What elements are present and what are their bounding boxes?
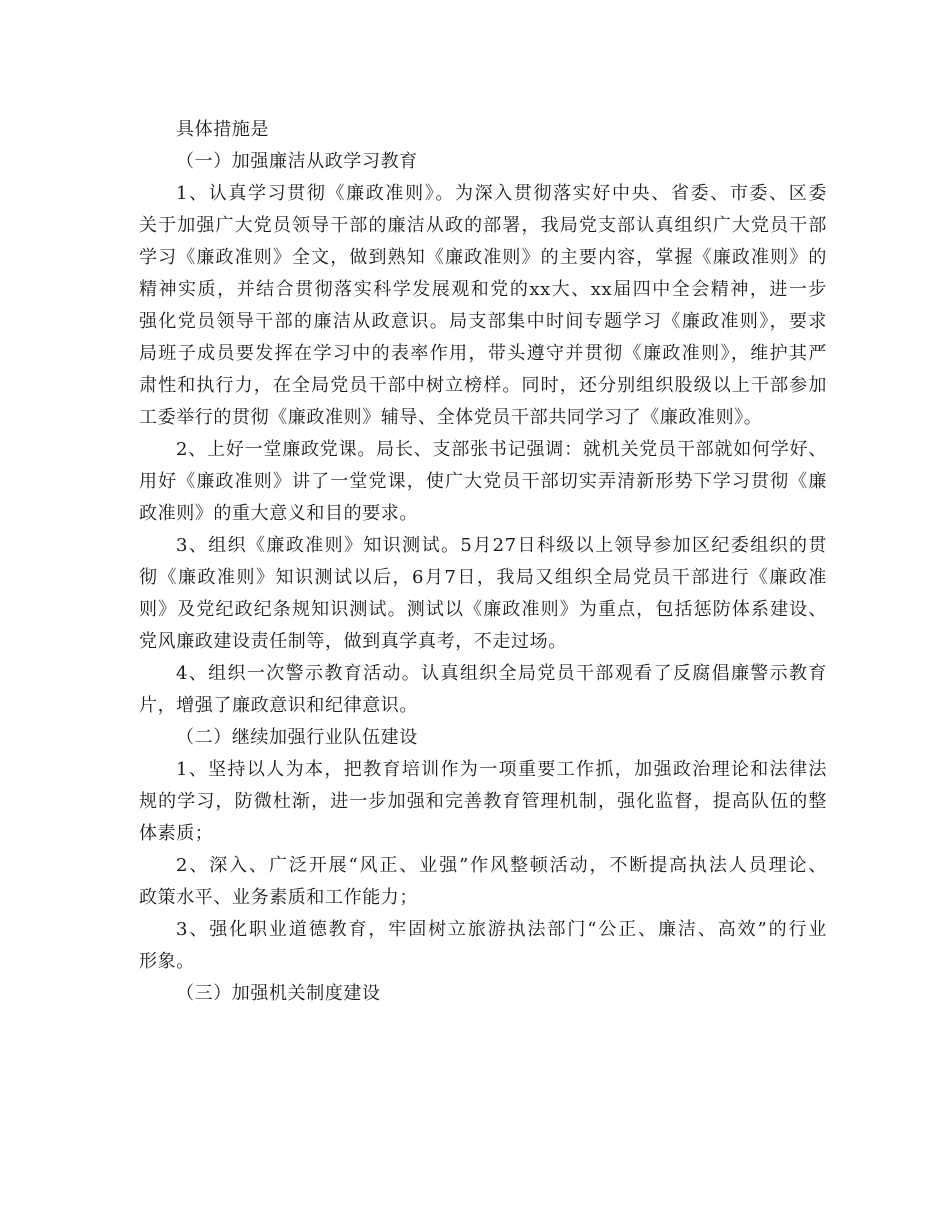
paragraph-line: 强化党员领导干部的廉洁从政意识。局支部集中时间专题学习《廉政准则》，要求 [139,311,827,332]
paragraph-line: 政策水平、业务素质和工作能力； [139,887,418,908]
paragraph-line: 1、坚持以人为本，把教育培训作为一项重要工作抓，加强政治理论和法律法 [176,759,827,780]
paragraph-line: 形象。 [139,951,195,972]
paragraph-line: 学习《廉政准则》全文，做到熟知《廉政准则》的主要内容，掌握《廉政准则》的 [139,247,827,268]
paragraph-line: 4、组织一次警示教育活动。认真组织全局党员干部观看了反腐倡廉警示教育 [176,663,827,684]
paragraph-line: 体素质； [139,823,214,844]
paragraph-line: 3、组织《廉政准则》知识测试。5月27日科级以上领导参加区纪委组织的贯 [176,535,827,556]
paragraph-line: 肃性和执行力，在全局党员干部中树立榜样。同时，还分别组织股级以上干部参加 [139,375,827,396]
section-heading-3: （三）加强机关制度建设 [176,983,381,1004]
paragraph-line: 用好《廉政准则》讲了一堂党课，使广大党员干部切实弄清新形势下学习贯彻《廉 [139,471,827,492]
paragraph-line: 则》及党纪政纪条规知识测试。测试以《廉政准则》为重点，包括惩防体系建设、 [139,599,827,620]
paragraph-line: 精神实质，并结合贯彻落实科学发展观和党的xx大、xx届四中全会精神，进一步 [139,279,827,300]
paragraph-line: 党风廉政建设责任制等，做到真学真考，不走过场。 [139,631,567,652]
paragraph-line: 规的学习，防微杜渐，进一步加强和完善教育管理机制，强化监督，提高队伍的整 [139,791,827,812]
intro-line: 具体措施是 [176,119,269,140]
paragraph-line: 2、深入、广泛开展“风正、业强”作风整顿活动，不断提高执法人员理论、 [176,855,827,876]
paragraph-line: 3、强化职业道德教育，牢固树立旅游执法部门“公正、廉洁、高效”的行业 [176,919,827,940]
document-body [139,114,827,1010]
paragraph-line: 工委举行的贯彻《廉政准则》辅导、全体党员干部共同学习了《廉政准则》。 [139,407,763,428]
paragraph-line: 政准则》的重大意义和目的要求。 [139,503,418,524]
paragraph-line: 局班子成员要发挥在学习中的表率作用，带头遵守并贯彻《廉政准则》，维护其严 [139,343,827,364]
section-heading-2: （二）继续加强行业队伍建设 [176,727,418,748]
paragraph-line: 1、认真学习贯彻《廉政准则》。为深入贯彻落实好中央、省委、市委、区委 [176,183,827,204]
paragraph-line: 关于加强广大党员领导干部的廉洁从政的部署，我局党支部认真组织广大党员干部 [139,215,827,236]
paragraph-line: 片，增强了廉政意识和纪律意识。 [139,695,418,716]
paragraph-line: 2、上好一堂廉政党课。局长、支部张书记强调：就机关党员干部就如何学好、 [176,439,827,460]
section-heading-1: （一）加强廉洁从政学习教育 [176,151,418,172]
paragraph-line: 彻《廉政准则》知识测试以后，6月7日，我局又组织全局党员干部进行《廉政准 [139,567,827,588]
